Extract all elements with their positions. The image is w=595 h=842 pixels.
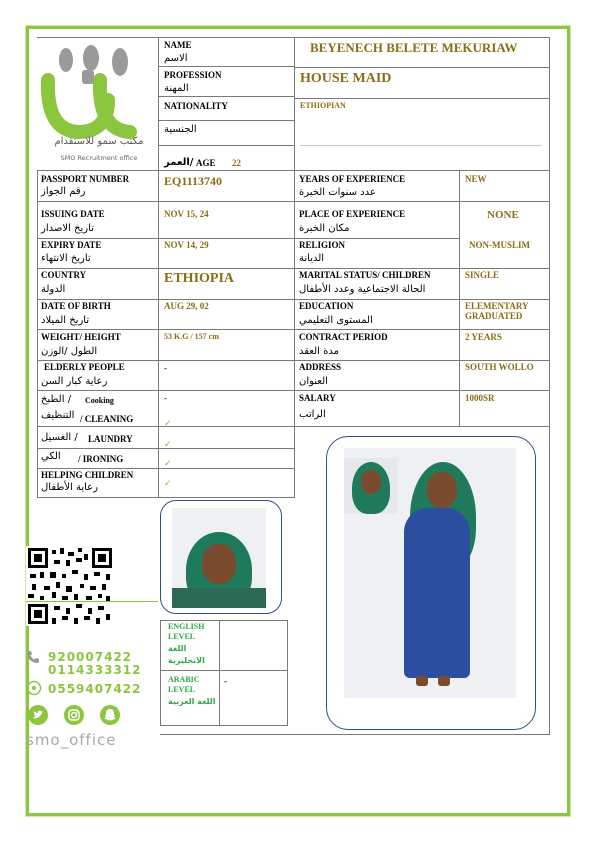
full-body-photo [344, 448, 516, 698]
elderly-people-label-ar: رعاية كبار السن [41, 376, 108, 387]
qr-separator [26, 601, 158, 602]
cooking-label-ar: الطبخ / [41, 394, 72, 405]
weight-height-label-ar: الطول /الوزن [41, 346, 98, 357]
place-experience-label-ar: مكان الخبرة [299, 223, 350, 234]
social-handle: smo_office [26, 731, 117, 749]
nationality-label: NATIONALITY [164, 101, 228, 111]
logo-arabic-text: مكتب سمو للاستقدام [54, 136, 144, 147]
passport-number-value: EQ1113740 [164, 174, 223, 188]
expiry-date-label: EXPIRY DATE [41, 240, 102, 250]
elderly-people-value: - [164, 363, 167, 373]
age-label: AGE [196, 158, 216, 168]
marital-status-value: SINGLE [465, 270, 500, 280]
place-experience-value: NONE [487, 209, 519, 221]
years-experience-label-ar: عدد سنوات الخبرة [299, 187, 376, 198]
contract-period-label: CONTRACT PERIOD [299, 332, 388, 342]
issuing-date-label: ISSUING DATE [41, 209, 105, 219]
profession-label-ar: المهنة [164, 83, 189, 94]
helping-children-label: HELPING CHILDREN [41, 470, 134, 480]
arabic-level-label-ar: اللغة العربية [168, 697, 216, 706]
whatsapp-number: 0559407422 [48, 682, 142, 696]
ironing-label: / IRONING [78, 454, 124, 464]
instagram-icon[interactable] [64, 705, 84, 725]
col-divider-2 [294, 37, 295, 497]
years-experience-label: YEARS OF EXPERIENCE [299, 174, 406, 184]
religion-label-ar: الديانة [299, 253, 325, 264]
table-right-border [549, 37, 550, 735]
portrait-photo [172, 508, 266, 608]
name-value: BEYENECH BELETE MEKURIAW [310, 40, 518, 55]
salary-label: SALARY [299, 393, 336, 403]
arabic-level-value: - [224, 676, 227, 686]
twitter-icon[interactable] [28, 705, 48, 725]
helping-children-label-ar: رعاية الأطفال [41, 482, 98, 493]
issuing-date-value: NOV 15, 24 [164, 209, 209, 219]
contract-period-value: 2 YEARS [465, 332, 502, 342]
address-value: SOUTH WOLLO [465, 362, 534, 372]
arabic-level-label: ARABIC LEVEL [168, 675, 200, 694]
place-experience-label: PLACE OF EXPERIENCE [299, 209, 406, 219]
ironing-check-icon: ✓ [164, 458, 172, 468]
name-label: NAME [164, 40, 192, 50]
education-value: ELEMENTARY GRADUATED [465, 301, 529, 321]
salary-value: 1000SR [465, 393, 495, 403]
profession-value: HOUSE MAID [300, 71, 392, 86]
age-value: 22 [232, 158, 241, 168]
country-value: ETHIOPIA [164, 271, 235, 286]
qr-code [26, 546, 114, 626]
laundry-check-icon: ✓ [164, 439, 172, 449]
cooking-label: Cooking [85, 396, 114, 405]
elderly-people-label: ELDERLY PEOPLE [44, 362, 125, 372]
date-of-birth-label-ar: تاريخ الميلاد [41, 315, 90, 326]
address-label: ADDRESS [299, 362, 342, 372]
cleaning-label-ar: التنظيف [41, 410, 75, 421]
logo-english-text: SMO Recruitment office [60, 154, 138, 162]
table-bottom-border [160, 734, 549, 735]
passport-number-label: PASSPORT NUMBER [41, 174, 130, 184]
marital-status-label: MARITAL STATUS/ CHILDREN [299, 270, 431, 280]
nationality-label-ar: الجنسية [164, 124, 197, 135]
expiry-date-label-ar: تاريخ الانتهاء [41, 253, 91, 264]
religion-value: NON-MUSLIM [469, 240, 530, 250]
education-label-ar: المستوى التعليمي [299, 315, 373, 326]
education-label: EDUCATION [299, 301, 354, 311]
date-of-birth-label: DATE OF BIRTH [41, 301, 111, 311]
passport-number-label-ar: رقم الجواز [41, 186, 86, 197]
snapchat-icon[interactable] [100, 705, 120, 725]
address-label-ar: العنوان [299, 376, 328, 387]
cleaning-label: / CLEANING [80, 414, 134, 424]
country-label: COUNTRY [41, 270, 87, 280]
contract-period-label-ar: مدة العقد [299, 346, 339, 357]
logo-mark-icon [38, 40, 160, 140]
helping-children-check-icon: ✓ [164, 478, 172, 488]
english-level-label-ar: اللغة الانجليزية [168, 644, 205, 665]
phone-number-2: 0114333312 [48, 663, 142, 677]
weight-height-value: 53 K.G / 157 cm [164, 332, 219, 341]
phone-icon [26, 650, 40, 664]
name-label-ar: الاسم [164, 53, 188, 64]
marital-status-label-ar: الحالة الاجتماعية وعدد الأطفال [299, 284, 426, 295]
date-of-birth-value: AUG 29, 02 [164, 301, 209, 311]
age-label-ar: العمر/ [164, 157, 194, 168]
country-label-ar: الدولة [41, 284, 66, 295]
nationality-value: ETHIOPIAN [300, 101, 346, 110]
company-logo [38, 40, 160, 170]
laundry-label: LAUNDRY [88, 434, 133, 444]
weight-height-label: WEIGHT/ HEIGHT [41, 332, 121, 342]
expiry-date-value: NOV 14, 29 [164, 240, 209, 250]
laundry-label-ar: الغسيل / [41, 432, 78, 443]
cleaning-check-icon: ✓ [164, 418, 172, 428]
cooking-value: - [164, 393, 167, 403]
phone-number-1: 920007422 [48, 650, 133, 664]
profession-label: PROFESSION [164, 70, 222, 80]
years-experience-value: NEW [465, 174, 487, 184]
whatsapp-icon [26, 680, 42, 696]
issuing-date-label-ar: تاريخ الاصدار [41, 223, 94, 234]
ironing-label-ar: الكي [41, 451, 61, 462]
salary-label-ar: الراتب [299, 409, 326, 420]
religion-label: RELIGION [299, 240, 346, 250]
table-top-border [37, 37, 549, 38]
col-divider-3 [459, 170, 460, 426]
english-level-label: ENGLISH LEVEL [168, 622, 205, 641]
